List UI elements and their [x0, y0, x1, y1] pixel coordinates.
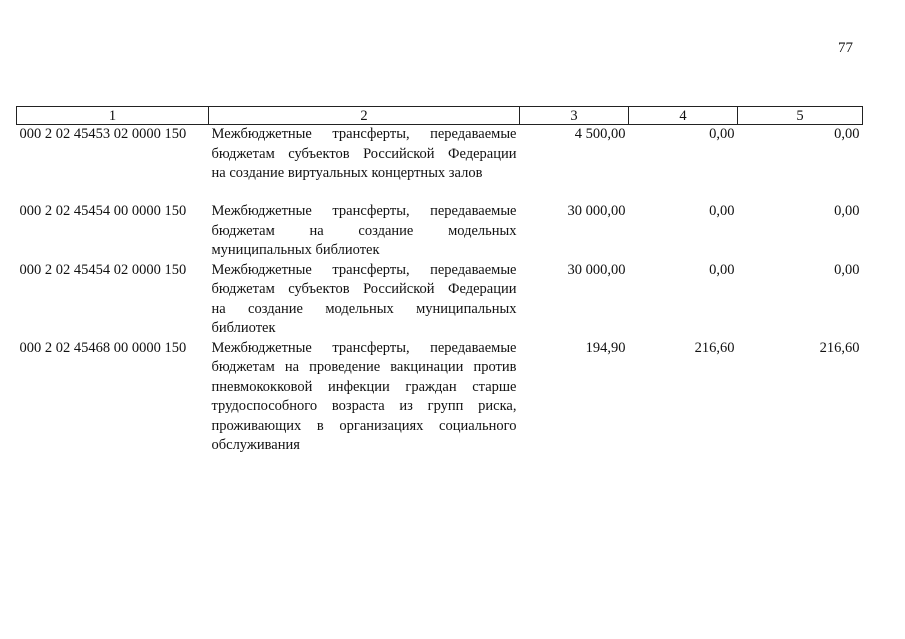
- description-line: Межбюджетные трансферты, передаваемые: [211, 261, 517, 278]
- budget-description: [209, 125, 520, 203]
- header-col-4: 4: [629, 107, 738, 125]
- description-line: трудоспособного возраста из групп риска,: [211, 398, 517, 414]
- budget-code: 000 2 02 45468 00 0000 150: [19, 339, 187, 356]
- value-col-3: 30 000,00: [567, 203, 626, 219]
- value-col-4: 0,00: [709, 203, 735, 219]
- description-line: на создание виртуальных концертных залов: [211, 165, 483, 181]
- header-col-2: 2: [209, 107, 520, 125]
- value-col-5: 0,00: [834, 126, 860, 142]
- description-line: бюджетам на создание модельных: [211, 222, 517, 239]
- description-line: проживающих в организациях социального: [211, 417, 517, 434]
- budget-description: [209, 261, 520, 339]
- description-line: бюджетам субъектов Российской Федерации: [211, 145, 517, 162]
- header-col-5: 5: [738, 107, 863, 125]
- table-row: [17, 125, 863, 203]
- description-line: обслуживания: [211, 437, 300, 453]
- budget-description: [209, 202, 520, 261]
- table-row: [17, 202, 863, 261]
- value-col-5: 216,60: [819, 339, 860, 356]
- header-row: [17, 107, 863, 125]
- value-col-4: 216,60: [694, 339, 735, 356]
- value-col-5: 0,00: [834, 261, 860, 278]
- description-line: на создание модельных муниципальных: [211, 300, 517, 317]
- budget-description: [209, 339, 520, 457]
- value-col-4: 0,00: [709, 261, 735, 278]
- value-col-3: 194,90: [585, 339, 626, 356]
- budget-code: 000 2 02 45454 02 0000 150: [19, 261, 187, 278]
- description-line: Межбюджетные трансферты, передаваемые: [211, 126, 517, 142]
- description-line: библиотек: [211, 320, 276, 336]
- value-col-3: 4 500,00: [574, 126, 626, 142]
- header-col-3: 3: [520, 107, 629, 125]
- description-line: Межбюджетные трансферты, передаваемые: [211, 203, 517, 219]
- description-line: бюджетам субъектов Российской Федерации: [211, 281, 517, 297]
- value-col-5: 0,00: [834, 203, 860, 219]
- description-line: муниципальных библиотек: [211, 242, 380, 258]
- budget-table: [16, 106, 863, 457]
- budget-code: 000 2 02 45454 00 0000 150: [19, 203, 187, 219]
- description-line: пневмококковой инфекции граждан старше: [211, 378, 517, 395]
- budget-code: 000 2 02 45453 02 0000 150: [19, 126, 187, 142]
- description-line: Межбюджетные трансферты, передаваемые: [211, 339, 517, 356]
- table-row: [17, 339, 863, 457]
- page-number: 77: [838, 40, 853, 56]
- table-row: [17, 261, 863, 339]
- header-col-1: 1: [17, 107, 209, 125]
- value-col-4: 0,00: [709, 126, 735, 142]
- description-line: бюджетам на проведение вакцинации против: [211, 359, 517, 375]
- value-col-3: 30 000,00: [567, 261, 626, 278]
